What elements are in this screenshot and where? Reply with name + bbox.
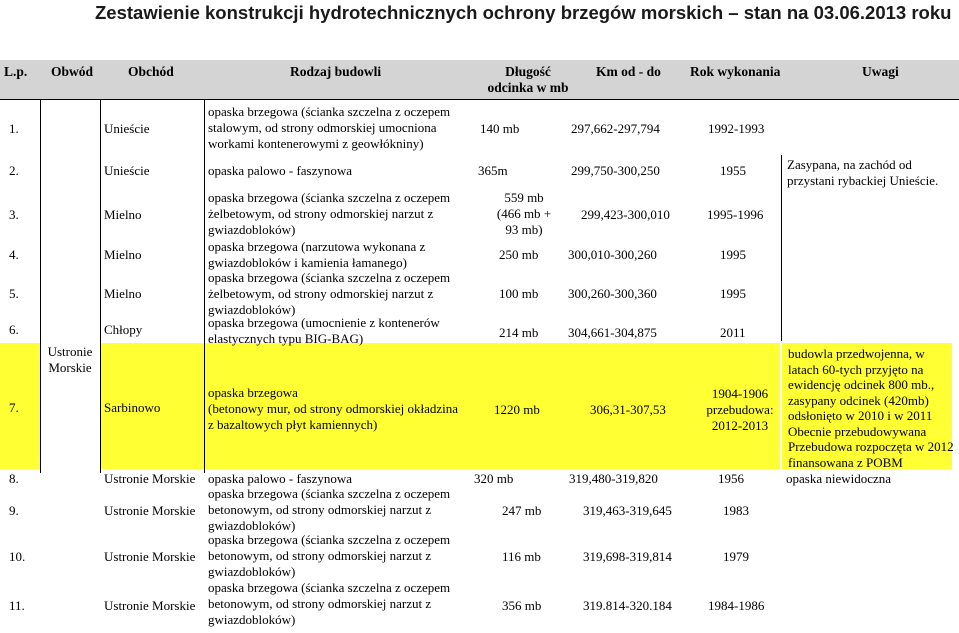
row4-lp: 4. [9, 247, 19, 262]
row11-dlugosc: 356 mb [502, 598, 542, 613]
row3-lp: 3. [9, 207, 19, 222]
row1-rodzaj: opaska brzegowa (ścianka szczelna z oczepem stalowym, od strony odmorskiej umocniona workami kontenerowymi z geowłókniny) [208, 104, 451, 151]
row7-lp: 7. [9, 400, 19, 415]
row7-dlugosc: 1220 mb [494, 402, 540, 417]
row6-dlugosc: 214 mb [499, 325, 539, 340]
row1-obchod: Unieście [104, 121, 150, 136]
row1-km: 297,662-297,794 [571, 121, 660, 136]
row7-obchod: Sarbinowo [104, 400, 161, 415]
row8-rodzaj: opaska palowo - faszynowa [208, 471, 353, 486]
row1-lp: 1. [9, 121, 19, 136]
row2-rodzaj: opaska palowo - faszynowa [208, 163, 353, 178]
row9-lp: 9. [9, 503, 19, 518]
row2-rok: 1955 [720, 163, 746, 178]
grid-line [204, 99, 205, 473]
row11-lp: 11. [9, 598, 25, 613]
row11-rok: 1984-1986 [708, 598, 765, 613]
grid-line [100, 99, 101, 473]
row6-obchod: Chłopy [104, 322, 143, 337]
row7-rok: 1904-1906 przebudowa: 2012-2013 [706, 386, 774, 433]
header-uwagi: Uwagi [862, 64, 899, 79]
grid-line [781, 155, 782, 341]
header-lp: L.p. [4, 64, 28, 79]
row11-km: 319.814-320.184 [583, 598, 672, 613]
row4-dlugosc: 250 mb [499, 247, 539, 262]
row6-km: 304,661-304,875 [568, 325, 657, 340]
grid-line [40, 99, 41, 473]
row11-rodzaj: opaska brzegowa (ścianka szczelna z oczepem betonowym, od strony odmorskiej narzut z gwiazdobloków) [208, 580, 451, 627]
row9-dlugosc: 247 mb [502, 503, 542, 518]
row1-dlugosc: 140 mb [480, 121, 520, 136]
row5-km: 300,260-300,360 [568, 286, 657, 301]
row2-lp: 2. [9, 163, 19, 178]
header-rodzaj: Rodzaj budowli [290, 64, 382, 79]
row8-obchod: Ustronie Morskie [104, 471, 196, 486]
header-km: Km od - do [596, 64, 661, 79]
row6-rok: 2011 [720, 325, 746, 340]
page-title: Zestawienie konstrukcji hydrotechnicznych ochrony brzegów morskich – stan na 03.06.2013 roku [95, 2, 952, 23]
row4-rok: 1995 [720, 247, 746, 262]
row3-rok: 1995-1996 [707, 207, 764, 222]
row8-dlugosc: 320 mb [474, 471, 514, 486]
row9-km: 319,463-319,645 [583, 503, 672, 518]
row10-rok: 1979 [723, 549, 749, 564]
row9-rok: 1983 [723, 503, 749, 518]
row5-lp: 5. [9, 286, 19, 301]
uwagi-row2: Zasypana, na zachód od przystani rybackiej Unieście. [787, 157, 939, 188]
uwagi-row8: opaska niewidoczna [786, 471, 892, 486]
row8-lp: 8. [9, 471, 19, 486]
header-obwod: Obwód [51, 64, 94, 79]
row7-km: 306,31-307,53 [590, 402, 666, 417]
row2-dlugosc: 365m [478, 163, 508, 178]
row2-obchod: Unieście [104, 163, 150, 178]
grid-line [0, 99, 959, 100]
row8-km: 319,480-319,820 [569, 471, 658, 486]
row10-km: 319,698-319,814 [583, 549, 672, 564]
row4-rodzaj: opaska brzegowa (narzutowa wykonana z gwiazdobloków i kamienia łamanego) [208, 239, 426, 270]
header-dlugosc: Długość odcinka w mb [487, 64, 569, 95]
header-obchod: Obchód [128, 64, 174, 79]
row7-rodzaj: opaska brzegowa (betonowy mur, od strony odmorskiej okładzina z bazaltowych płyt kamiennych) [208, 385, 459, 432]
row10-obchod: Ustronie Morskie [104, 549, 196, 564]
row4-obchod: Mielno [104, 247, 142, 262]
row6-rodzaj: opaska brzegowa (umocnienie z kontenerów elastycznych typu BIG-BAG) [208, 315, 440, 346]
row7-highlight-lp [0, 343, 40, 469]
row6-lp: 6. [9, 322, 19, 337]
row10-dlugosc: 116 mb [502, 549, 541, 564]
row3-km: 299,423-300,010 [581, 207, 670, 222]
row11-obchod: Ustronie Morskie [104, 598, 196, 613]
obwod-label: Ustronie Morskie [47, 344, 93, 375]
row10-lp: 10. [9, 549, 26, 564]
row10-rodzaj: opaska brzegowa (ścianka szczelna z oczepem betonowym, od strony odmorskiej narzut z gwiazdobloków) [208, 532, 451, 579]
row3-obchod: Mielno [104, 207, 142, 222]
uwagi-row7: budowla przedwojenna, w latach 60-tych przyjęto na ewidencję odcinek 800 mb., zasypany odcinek (420mb) odsłonięto w 2010 i w 2011 Obecnie przebudowywana Przebudowa rozpoczęta w 2012 finansowana z POBM [788, 346, 954, 470]
header-rok: Rok wykonania [690, 64, 781, 79]
row3-dlugosc: 559 mb (466 mb + 93 mb) [496, 190, 552, 237]
row9-obchod: Ustronie Morskie [104, 503, 196, 518]
row3-rodzaj: opaska brzegowa (ścianka szczelna z oczepem żelbetowym, od strony odmorskiej narzut z gwiazdobloków) [208, 190, 451, 237]
row5-rodzaj: opaska brzegowa (ścianka szczelna z oczepem żelbetowym, od strony odmorskiej narzut z gwiazdobloków) [208, 270, 451, 317]
row5-rok: 1995 [720, 286, 746, 301]
row2-km: 299,750-300,250 [571, 163, 660, 178]
row4-km: 300,010-300,260 [568, 247, 657, 262]
row5-obchod: Mielno [104, 286, 142, 301]
row8-rok: 1956 [718, 471, 744, 486]
row5-dlugosc: 100 mb [499, 286, 539, 301]
row1-rok: 1992-1993 [708, 121, 765, 136]
row9-rodzaj: opaska brzegowa (ścianka szczelna z oczepem betonowym, od strony odmorskiej narzut z gwiazdobloków) [208, 486, 451, 533]
